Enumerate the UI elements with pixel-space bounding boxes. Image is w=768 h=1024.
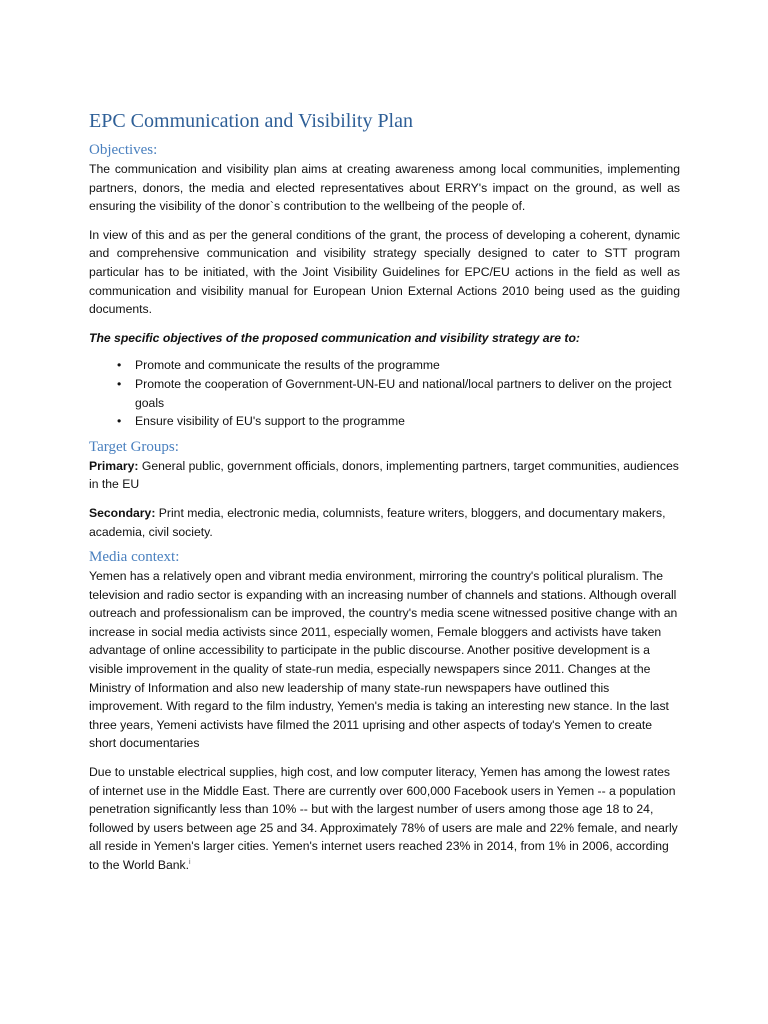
- footnote-marker[interactable]: i: [189, 858, 191, 866]
- secondary-label: Secondary:: [89, 505, 156, 520]
- bullet-icon: •: [117, 414, 122, 429]
- list-item-text: Promote and communicate the results of the programme: [135, 358, 440, 373]
- specific-objectives-intro: The specific objectives of the proposed communication and visibility strategy are to:: [89, 330, 580, 345]
- list-item-text: Promote the cooperation of Government-UN-EU and national/local partners to deliver on the project goals: [135, 376, 672, 410]
- secondary-audience: [89, 504, 680, 541]
- objectives-list: [89, 356, 680, 430]
- bullet-icon: •: [117, 376, 122, 391]
- media-context-paragraph-2-text: Due to unstable electrical supplies, high cost, and low computer literacy, Yemen has among the lowest rates of internet use in the Middle East. There are currently over 600,000 Facebook users in Yemen -- a population penetration significantly less than 10% -- but with the largest number of users among those age 18 to 24, followed by users between age 25 and 34. Approximately 78% of users are male and 22% female, and nearly all reside in Yemen's larger cities. Yemen's internet users reached 23% in 2014, from 1% in 2006, according to the World Bank.: [89, 765, 678, 872]
- primary-audience: [89, 457, 680, 494]
- list-item: [117, 356, 680, 375]
- bullet-icon: •: [117, 358, 122, 373]
- secondary-text: Print media, electronic media, columnists, feature writers, bloggers, and documentary makers, academia, civil society.: [89, 505, 666, 539]
- primary-text: General public, government officials, donors, implementing partners, target communities, audiences in the EU: [89, 458, 679, 492]
- document-title: EPC Communication and Visibility Plan: [89, 110, 413, 132]
- media-context-paragraph-2: [89, 763, 680, 875]
- objectives-paragraph-1: The communication and visibility plan aims at creating awareness among local communities, implementing partners, donors, the media and elected representatives about ERRY's impact on the ground, as well as ensuring the visibility of the donor`s contribution to the wellbeing of the people of.: [89, 162, 680, 214]
- target-groups-heading: Target Groups:: [89, 438, 179, 455]
- media-context-heading: Media context:: [89, 549, 180, 566]
- objectives-paragraph-2: In view of this and as per the general conditions of the grant, the process of developing a coherent, dynamic and comprehensive communication and visibility strategy specially designed to cater to STT program particular has to be initiated, with the Joint Visibility Guidelines for EPC/EU actions in the field as well as communication and visibility manual for European Union External Actions 2010 being used as the guiding documents.: [89, 227, 680, 317]
- primary-label: Primary:: [89, 458, 139, 473]
- list-item: [117, 375, 680, 412]
- media-context-paragraph-1: Yemen has a relatively open and vibrant media environment, mirroring the country's political pluralism. The television and radio sector is expanding with an increasing number of channels and stations. Although overall outreach and professionalism can be improved, the country's media scene witnessed positive change with an increase in social media activists since 2011, especially women, Female bloggers and activists have taken advantage of online accessibility to participate in the public discourse. Another positive development is a visible improvement in the quality of state-run media, especially newspapers since 2011. Changes at the Ministry of Information and also new leadership of many state-run newspapers have outlined this improvement. With regard to the film industry, Yemen's media is taking an interesting new stance. In the last three years, Yemeni activists have filmed the 2011 uprising and other aspects of today's Yemen to create short documentaries: [89, 569, 678, 751]
- objectives-heading: Objectives:: [89, 142, 158, 158]
- list-item-text: Ensure visibility of EU's support to the programme: [135, 414, 405, 429]
- list-item: [117, 412, 680, 431]
